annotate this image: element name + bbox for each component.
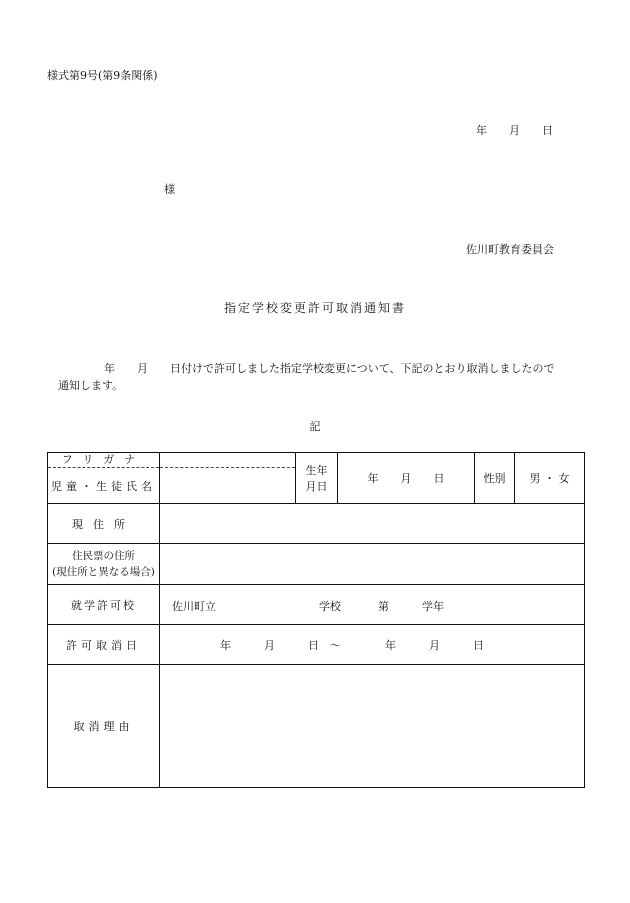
resident-address-label — [48, 544, 160, 585]
furigana-label: フリガナ — [48, 453, 160, 468]
cancel-date-field[interactable]: 年 月 日 ～ 年 月 日 — [160, 625, 585, 665]
resident-address-label-line-2: (現住所と異なる場合) — [52, 566, 155, 578]
furigana-row — [48, 453, 585, 468]
school-grade: 第 学年 — [378, 599, 444, 613]
birth-date-field[interactable]: 年 月 日 — [338, 453, 475, 504]
school-row — [48, 585, 585, 625]
document-title: 指定学校変更許可取消通知書 — [223, 301, 406, 315]
name-field[interactable] — [160, 468, 296, 504]
address-label: 現住所 — [48, 504, 160, 544]
birth-label-line-1: 生年 — [305, 464, 328, 477]
form-number: 様式第9号(第9条関係) — [47, 69, 158, 82]
reason-field[interactable] — [160, 665, 585, 788]
school-town: 佐川町立 — [172, 599, 216, 613]
body-text-line-1: 年 月 日付けで許可しました指定学校変更について、下記のとおり取消しましたので — [104, 362, 555, 375]
addressee-suffix: 様 — [164, 183, 175, 196]
ki-heading: 記 — [309, 420, 321, 433]
birth-label-line-2: 月日 — [305, 480, 328, 493]
resident-address-row — [48, 544, 585, 585]
reason-row — [48, 665, 585, 788]
resident-address-field[interactable] — [160, 544, 585, 585]
school-label: 就学許可校 — [48, 585, 160, 625]
address-row — [48, 504, 585, 544]
address-field[interactable] — [160, 504, 585, 544]
birth-label-cell — [296, 453, 338, 504]
body-text-line-2: 通知します。 — [58, 379, 124, 392]
sex-label: 性別 — [475, 453, 515, 504]
notice-form-table — [47, 452, 585, 788]
issuer-name: 佐川町教育委員会 — [466, 243, 554, 256]
cancel-date-label: 許可取消日 — [48, 625, 160, 665]
name-label: 児童・生徒氏名 — [48, 468, 160, 504]
issue-date: 年 月 日 — [476, 124, 553, 137]
reason-label: 取消理由 — [48, 665, 160, 788]
sex-options[interactable]: 男 ・ 女 — [515, 453, 585, 504]
resident-address-label-line-1: 住民票の住所 — [72, 550, 135, 562]
school-suffix: 学校 — [319, 599, 341, 613]
furigana-field[interactable] — [160, 453, 296, 468]
cancel-date-row — [48, 625, 585, 665]
school-field[interactable] — [160, 585, 585, 625]
